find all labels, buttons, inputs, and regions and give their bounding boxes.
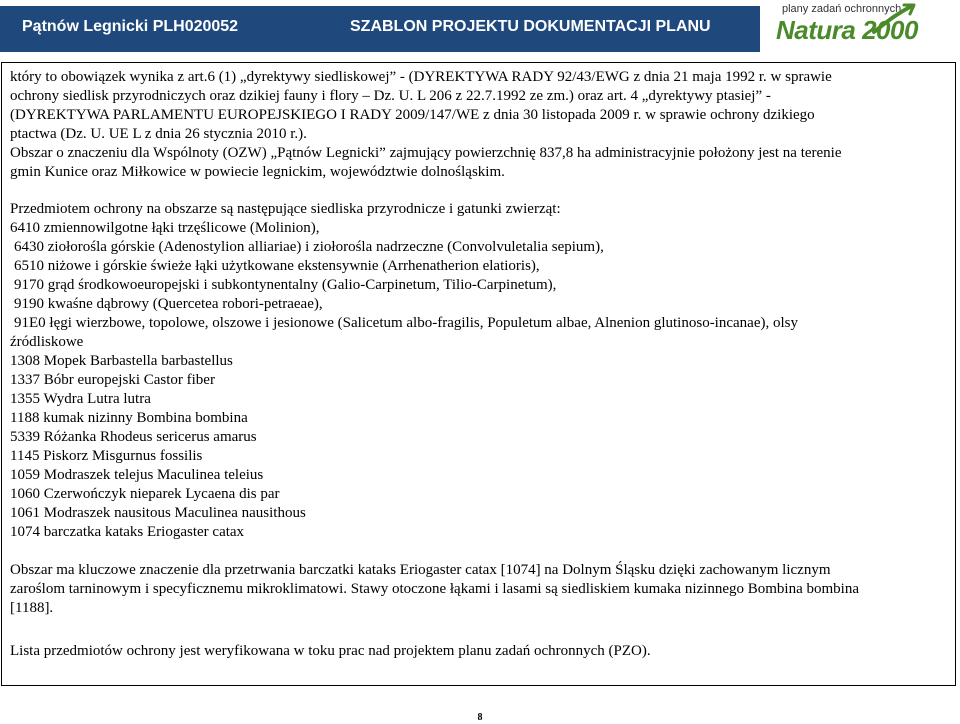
habitat-item: 9170 grąd środkowoeuropejski i subkontynentalny (Galio-Carpinetum, Tilio-Carpinetum), — [14, 277, 557, 293]
document-title: SZABLON PROJEKTU DOKUMENTACJI PLANU — [350, 18, 711, 35]
page-number: 8 — [477, 712, 483, 723]
page-header — [0, 0, 960, 58]
content-frame — [1, 62, 956, 686]
intro-line: ochrony siedlisk przyrodniczych oraz dzikiej fauny i flory – Dz. U. L 206 z 22.7.1992 ze zm.) oraz art. 4 „dyrektywy ptasiej” - — [10, 88, 771, 104]
intro-line: który to obowiązek wynika z art.6 (1) „dyrektywy siedliskowej” - (DYREKTYWA RADY 92/43/EWG z dnia 21 maja 1992 r. w sprawie — [10, 69, 832, 85]
species-item: 1061 Modraszek nausitous Maculinea nausithous — [10, 505, 306, 521]
species-item: 1188 kumak nizinny Bombina bombina — [10, 410, 248, 426]
species-item: 1145 Piskorz Misgurnus fossilis — [10, 448, 203, 464]
species-item: 1074 barczatka kataks Eriogaster catax — [10, 524, 245, 540]
logo-tagline: plany zadań ochronnych — [782, 3, 902, 15]
species-item: 5339 Różanka Rhodeus sericerus amarus — [10, 429, 257, 445]
site-title: Pątnów Legnicki PLH020052 — [22, 18, 239, 35]
key-area-line: [1188]. — [10, 600, 54, 616]
document-body — [10, 68, 950, 661]
key-area-line: zaroślom tarninowym i specyficznemu mikroklimatowi. Stawy otoczone łąkami i lasami są siedliskiem kumaka nizinnego Bombina bombina — [10, 581, 859, 597]
habitat-item: 6430 ziołorośla górskie (Adenostylion alliariae) i ziołorośla nadrzeczne (Convolvuletalia sepium), — [14, 239, 604, 255]
species-item: 1355 Wydra Lutra lutra — [10, 391, 151, 407]
verification-line: Lista przedmiotów ochrony jest weryfikowana w toku prac nad projektem planu zadań ochronnych (PZO). — [10, 643, 651, 659]
species-item: 1337 Bóbr europejski Castor fiber — [10, 372, 215, 388]
area-line: Obszar o znaczeniu dla Wspólnoty (OZW) „Pątnów Legnicki” zajmujący powierzchnię 837,8 ha administracyjnie położony jest na terenie — [10, 145, 842, 161]
species-item: 1060 Czerwończyk nieparek Lycaena dis par — [10, 486, 280, 502]
species-item: 1059 Modraszek telejus Maculinea teleius — [10, 467, 264, 483]
natura-2000-logo — [770, 2, 920, 54]
habitat-item: źródliskowe — [10, 334, 84, 350]
habitat-item: 9190 kwaśne dąbrowy (Quercetea robori-petraeae), — [14, 296, 323, 312]
logo-swoosh-icon — [870, 2, 916, 36]
area-line: gmin Kunice oraz Miłkowice w powiecie legnickim, województwie dolnośląskim. — [10, 164, 505, 180]
species-item: 1308 Mopek Barbastella barbastellus — [10, 353, 233, 369]
logo-name: Natura 2000 — [776, 15, 918, 45]
intro-line: (DYREKTYWA PARLAMENTU EUROPEJSKIEGO I RADY 2009/147/WE z dnia 30 listopada 2009 r. w sprawie ochrony dzikiego — [10, 107, 815, 123]
habitat-item: 91E0 łęgi wierzbowe, topolowe, olszowe i jesionowe (Salicetum albo-fragilis, Populetum albae, Alnenion glutinoso-incanae), olsy — [14, 315, 798, 331]
habitat-item: 6410 zmiennowilgotne łąki trzęślicowe (Molinion), — [10, 220, 320, 236]
key-area-line: Obszar ma kluczowe znaczenie dla przetrwania barczatki kataks Eriogaster catax [1074] na Dolnym Śląsku dzięki zachowanym licznym — [10, 562, 831, 578]
intro-line: ptactwa (Dz. U. UE L z dnia 26 stycznia 2010 r.). — [10, 126, 307, 142]
habitat-item: 6510 niżowe i górskie świeże łąki użytkowane ekstensywnie (Arrhenatherion elatioris), — [14, 258, 540, 274]
subjects-heading: Przedmiotem ochrony na obszarze są następujące siedliska przyrodnicze i gatunki zwierząt: — [10, 201, 561, 217]
